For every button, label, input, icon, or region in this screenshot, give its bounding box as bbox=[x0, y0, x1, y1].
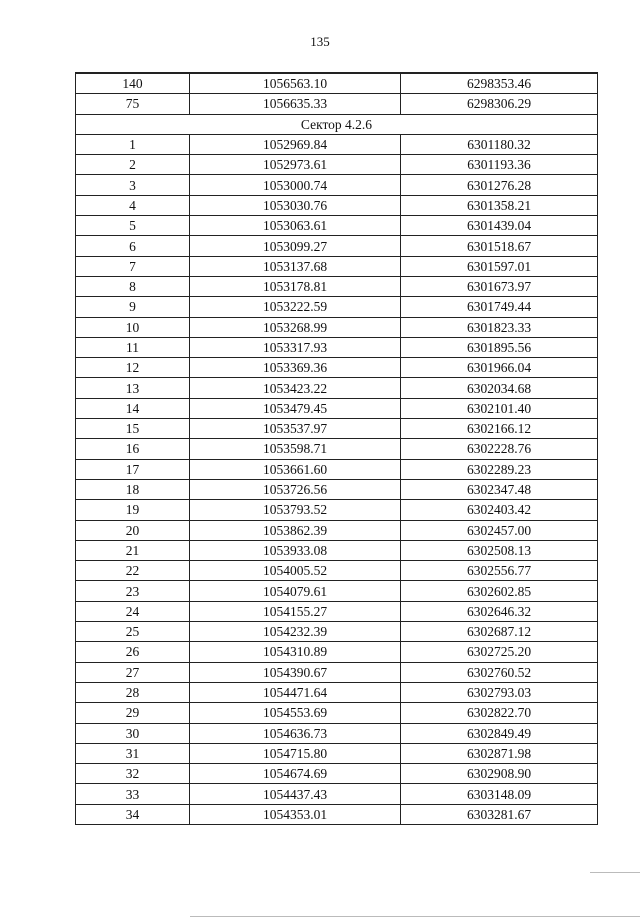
table-row bbox=[76, 216, 598, 236]
point-number-cell: 16 bbox=[76, 439, 190, 459]
table-row bbox=[76, 73, 598, 94]
table-row bbox=[76, 256, 598, 276]
x-coordinate-cell: 1053030.76 bbox=[190, 195, 401, 215]
y-coordinate-cell: 6301276.28 bbox=[401, 175, 598, 195]
y-coordinate-cell: 6302760.52 bbox=[401, 662, 598, 682]
table-row bbox=[76, 804, 598, 824]
table-row bbox=[76, 622, 598, 642]
y-coordinate-cell: 6302101.40 bbox=[401, 398, 598, 418]
y-coordinate-cell: 6302871.98 bbox=[401, 743, 598, 763]
point-number-cell: 18 bbox=[76, 479, 190, 499]
point-number-cell: 14 bbox=[76, 398, 190, 418]
x-coordinate-cell: 1053661.60 bbox=[190, 459, 401, 479]
table-row bbox=[76, 94, 598, 114]
y-coordinate-cell: 6302166.12 bbox=[401, 419, 598, 439]
table-row bbox=[76, 581, 598, 601]
y-coordinate-cell: 6302347.48 bbox=[401, 479, 598, 499]
y-coordinate-cell: 6301749.44 bbox=[401, 297, 598, 317]
y-coordinate-cell: 6302646.32 bbox=[401, 601, 598, 621]
table-row bbox=[76, 682, 598, 702]
x-coordinate-cell: 1054674.69 bbox=[190, 764, 401, 784]
page-number: 135 bbox=[310, 34, 330, 49]
table-row bbox=[76, 439, 598, 459]
y-coordinate-cell: 6302822.70 bbox=[401, 703, 598, 723]
point-number-cell: 7 bbox=[76, 256, 190, 276]
y-coordinate-cell: 6302403.42 bbox=[401, 500, 598, 520]
sector-title: Сектор 4.2.6 bbox=[76, 114, 598, 134]
x-coordinate-cell: 1054155.27 bbox=[190, 601, 401, 621]
y-coordinate-cell: 6302602.85 bbox=[401, 581, 598, 601]
point-number-cell: 5 bbox=[76, 216, 190, 236]
x-coordinate-cell: 1053793.52 bbox=[190, 500, 401, 520]
table-row bbox=[76, 723, 598, 743]
point-number-cell: 23 bbox=[76, 581, 190, 601]
table-row bbox=[76, 500, 598, 520]
x-coordinate-cell: 1053862.39 bbox=[190, 520, 401, 540]
point-number-cell: 34 bbox=[76, 804, 190, 824]
x-coordinate-cell: 1053268.99 bbox=[190, 317, 401, 337]
y-coordinate-cell: 6302849.49 bbox=[401, 723, 598, 743]
x-coordinate-cell: 1053137.68 bbox=[190, 256, 401, 276]
x-coordinate-cell: 1054310.89 bbox=[190, 642, 401, 662]
point-number-cell: 4 bbox=[76, 195, 190, 215]
point-number-cell: 22 bbox=[76, 561, 190, 581]
table-row bbox=[76, 743, 598, 763]
point-number-cell: 19 bbox=[76, 500, 190, 520]
x-coordinate-cell: 1054390.67 bbox=[190, 662, 401, 682]
table-row bbox=[76, 378, 598, 398]
x-coordinate-cell: 1056563.10 bbox=[190, 73, 401, 94]
x-coordinate-cell: 1054471.64 bbox=[190, 682, 401, 702]
x-coordinate-cell: 1053598.71 bbox=[190, 439, 401, 459]
scan-edge-mark bbox=[590, 872, 640, 873]
x-coordinate-cell: 1053099.27 bbox=[190, 236, 401, 256]
x-coordinate-cell: 1053063.61 bbox=[190, 216, 401, 236]
point-number-cell: 2 bbox=[76, 155, 190, 175]
table-row bbox=[76, 134, 598, 154]
y-coordinate-cell: 6302034.68 bbox=[401, 378, 598, 398]
y-coordinate-cell: 6302908.90 bbox=[401, 764, 598, 784]
point-number-cell: 20 bbox=[76, 520, 190, 540]
point-number-cell: 11 bbox=[76, 337, 190, 357]
y-coordinate-cell: 6301966.04 bbox=[401, 358, 598, 378]
point-number-cell: 13 bbox=[76, 378, 190, 398]
y-coordinate-cell: 6301180.32 bbox=[401, 134, 598, 154]
point-number-cell: 21 bbox=[76, 540, 190, 560]
y-coordinate-cell: 6301895.56 bbox=[401, 337, 598, 357]
x-coordinate-cell: 1053369.36 bbox=[190, 358, 401, 378]
table-row bbox=[76, 784, 598, 804]
x-coordinate-cell: 1053423.22 bbox=[190, 378, 401, 398]
table-row bbox=[76, 764, 598, 784]
x-coordinate-cell: 1052973.61 bbox=[190, 155, 401, 175]
y-coordinate-cell: 6302457.00 bbox=[401, 520, 598, 540]
x-coordinate-cell: 1053479.45 bbox=[190, 398, 401, 418]
x-coordinate-cell: 1052969.84 bbox=[190, 134, 401, 154]
point-number-cell: 3 bbox=[76, 175, 190, 195]
point-number-cell: 25 bbox=[76, 622, 190, 642]
point-number-cell: 6 bbox=[76, 236, 190, 256]
table-row bbox=[76, 419, 598, 439]
y-coordinate-cell: 6301673.97 bbox=[401, 276, 598, 296]
point-number-cell: 10 bbox=[76, 317, 190, 337]
y-coordinate-cell: 6302289.23 bbox=[401, 459, 598, 479]
point-number-cell: 24 bbox=[76, 601, 190, 621]
table-row bbox=[76, 195, 598, 215]
table-row bbox=[76, 479, 598, 499]
table-row bbox=[76, 601, 598, 621]
y-coordinate-cell: 6301358.21 bbox=[401, 195, 598, 215]
table-row bbox=[76, 540, 598, 560]
coordinates-table bbox=[75, 72, 598, 825]
table-row bbox=[76, 520, 598, 540]
point-number-cell: 33 bbox=[76, 784, 190, 804]
x-coordinate-cell: 1053317.93 bbox=[190, 337, 401, 357]
y-coordinate-cell: 6298353.46 bbox=[401, 73, 598, 94]
table-row bbox=[76, 662, 598, 682]
point-number-cell: 30 bbox=[76, 723, 190, 743]
x-coordinate-cell: 1054005.52 bbox=[190, 561, 401, 581]
point-number-cell: 17 bbox=[76, 459, 190, 479]
point-number-cell: 75 bbox=[76, 94, 190, 114]
point-number-cell: 12 bbox=[76, 358, 190, 378]
y-coordinate-cell: 6302228.76 bbox=[401, 439, 598, 459]
x-coordinate-cell: 1054353.01 bbox=[190, 804, 401, 824]
y-coordinate-cell: 6301193.36 bbox=[401, 155, 598, 175]
y-coordinate-cell: 6301439.04 bbox=[401, 216, 598, 236]
x-coordinate-cell: 1053726.56 bbox=[190, 479, 401, 499]
table-row bbox=[76, 358, 598, 378]
table-row bbox=[76, 337, 598, 357]
coordinates-table-body bbox=[76, 73, 598, 824]
x-coordinate-cell: 1054553.69 bbox=[190, 703, 401, 723]
table-row bbox=[76, 398, 598, 418]
y-coordinate-cell: 6301823.33 bbox=[401, 317, 598, 337]
point-number-cell: 27 bbox=[76, 662, 190, 682]
y-coordinate-cell: 6301518.67 bbox=[401, 236, 598, 256]
point-number-cell: 32 bbox=[76, 764, 190, 784]
y-coordinate-cell: 6303281.67 bbox=[401, 804, 598, 824]
table-row bbox=[76, 236, 598, 256]
x-coordinate-cell: 1053000.74 bbox=[190, 175, 401, 195]
point-number-cell: 15 bbox=[76, 419, 190, 439]
scan-edge-mark bbox=[190, 916, 640, 917]
point-number-cell: 140 bbox=[76, 73, 190, 94]
point-number-cell: 1 bbox=[76, 134, 190, 154]
table-row bbox=[76, 297, 598, 317]
x-coordinate-cell: 1053178.81 bbox=[190, 276, 401, 296]
table-row bbox=[76, 642, 598, 662]
x-coordinate-cell: 1054437.43 bbox=[190, 784, 401, 804]
table-row bbox=[76, 459, 598, 479]
x-coordinate-cell: 1054636.73 bbox=[190, 723, 401, 743]
point-number-cell: 26 bbox=[76, 642, 190, 662]
x-coordinate-cell: 1053537.97 bbox=[190, 419, 401, 439]
x-coordinate-cell: 1053933.08 bbox=[190, 540, 401, 560]
point-number-cell: 28 bbox=[76, 682, 190, 702]
table-row bbox=[76, 276, 598, 296]
x-coordinate-cell: 1054079.61 bbox=[190, 581, 401, 601]
table-row bbox=[76, 561, 598, 581]
y-coordinate-cell: 6302725.20 bbox=[401, 642, 598, 662]
table-row bbox=[76, 155, 598, 175]
y-coordinate-cell: 6298306.29 bbox=[401, 94, 598, 114]
y-coordinate-cell: 6302508.13 bbox=[401, 540, 598, 560]
table-row bbox=[76, 317, 598, 337]
y-coordinate-cell: 6302687.12 bbox=[401, 622, 598, 642]
point-number-cell: 31 bbox=[76, 743, 190, 763]
y-coordinate-cell: 6301597.01 bbox=[401, 256, 598, 276]
x-coordinate-cell: 1056635.33 bbox=[190, 94, 401, 114]
y-coordinate-cell: 6302556.77 bbox=[401, 561, 598, 581]
point-number-cell: 9 bbox=[76, 297, 190, 317]
y-coordinate-cell: 6303148.09 bbox=[401, 784, 598, 804]
point-number-cell: 8 bbox=[76, 276, 190, 296]
sector-header-row bbox=[76, 114, 598, 134]
table-row bbox=[76, 175, 598, 195]
table-row bbox=[76, 703, 598, 723]
x-coordinate-cell: 1054232.39 bbox=[190, 622, 401, 642]
point-number-cell: 29 bbox=[76, 703, 190, 723]
x-coordinate-cell: 1054715.80 bbox=[190, 743, 401, 763]
x-coordinate-cell: 1053222.59 bbox=[190, 297, 401, 317]
y-coordinate-cell: 6302793.03 bbox=[401, 682, 598, 702]
